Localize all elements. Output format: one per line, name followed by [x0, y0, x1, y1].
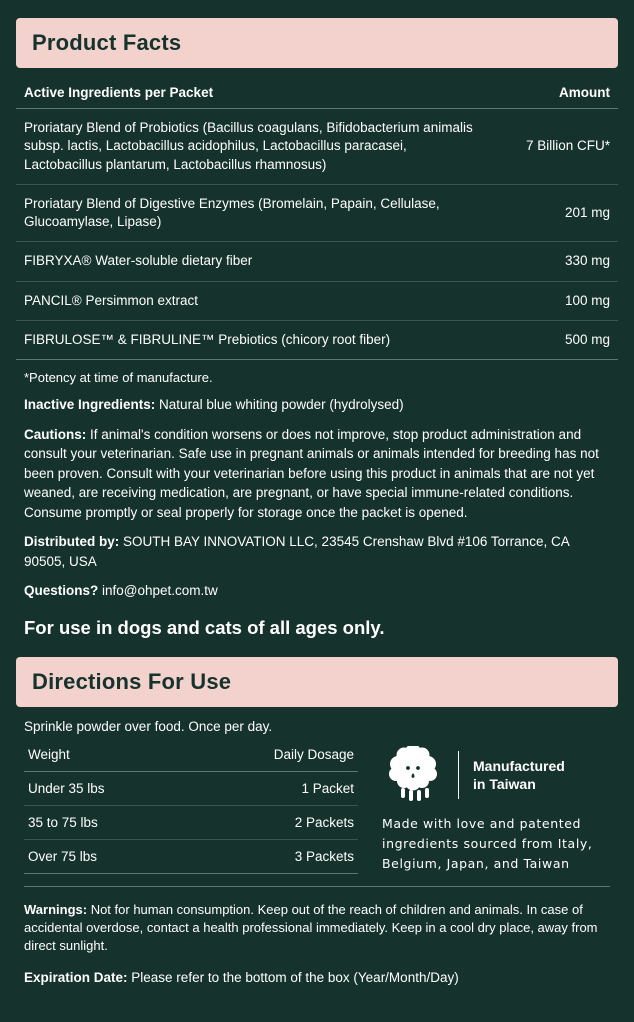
manufactured-row: [382, 746, 610, 804]
col-header-weight: Weight: [24, 738, 187, 772]
inactive-ingredients-paragraph: [16, 387, 618, 415]
questions-email: info@ohpet.com.tw: [98, 583, 218, 599]
table-head: [16, 74, 618, 109]
table-row: [16, 281, 618, 320]
product-facts-title: Product Facts: [32, 30, 182, 55]
made-with-love-text: Made with love and patented ingredients sourced from Italy, Belgium, Japan, and Taiwan: [382, 816, 593, 872]
cautions-label: Cautions:: [24, 426, 87, 442]
ingredient-name: FIBRYXA® Water-soluble dietary fiber: [24, 253, 253, 269]
dosage-table-body: [24, 772, 358, 874]
use-statement: For use in dogs and cats of all ages only.: [24, 617, 385, 639]
questions-label: Questions?: [24, 583, 99, 599]
warnings-label: Warnings:: [24, 902, 88, 918]
cautions-paragraph: [16, 415, 618, 523]
sheep-icon: [382, 746, 444, 804]
ingredient-name: Proriatary Blend of Digestive Enzymes (Bromelain, Papain, Cellulase, Glucoamylase, Lipase): [24, 195, 440, 230]
table-row: [24, 806, 358, 840]
col-header-amount: Amount: [492, 74, 618, 109]
inactive-ingredients-text: Natural blue whiting powder (hydrolysed): [155, 396, 404, 412]
col-header-ingredients: Active Ingredients per Packet: [16, 74, 492, 109]
distributed-by-paragraph: [16, 522, 618, 571]
table-body: [16, 109, 618, 360]
weight-value: 35 to 75 lbs: [24, 806, 187, 840]
manufacturing-block: [358, 738, 610, 874]
product-facts-banner: [16, 18, 618, 68]
vertical-divider: [458, 751, 459, 799]
dosage-header-row: [24, 738, 358, 772]
dosage-table-head: [24, 738, 358, 772]
expiration-text: Please refer to the bottom of the box (Year/Month/Day): [127, 969, 459, 985]
directions-title: Directions For Use: [32, 669, 232, 695]
expiration-label: Expiration Date:: [24, 969, 128, 985]
table-row: [24, 840, 358, 874]
manufactured-line-1: Manufactured: [473, 757, 565, 774]
ingredient-amount: 500 mg: [564, 331, 610, 347]
directions-banner: [16, 657, 618, 707]
ingredient-amount: 201 mg: [564, 204, 610, 220]
warnings-paragraph: [24, 886, 610, 956]
table-row: [16, 184, 618, 241]
dosage-section: [16, 738, 618, 874]
directions-note: Sprinkle powder over food. Once per day.: [24, 719, 273, 735]
manufactured-text: [473, 757, 565, 793]
weight-value: Under 35 lbs: [24, 772, 187, 806]
dosage-table: [24, 738, 358, 874]
dosage-value: 2 Packets: [187, 806, 358, 840]
weight-value: Over 75 lbs: [24, 840, 187, 874]
active-ingredients-table: [16, 74, 618, 360]
cautions-text: If animal's condition worsens or does not improve, stop product administration and consult your veterinarian. Safe use in pregnant animals or animals intended for breeding has not been proven. Consult with your veterinarian before using this product in animals that are not yet weaned, are receiving medication, are pregnant, or have special immune-related conditions. Consume promptly or seal properly for storage once the packet is opened.: [24, 426, 599, 520]
questions-paragraph: [16, 571, 618, 601]
expiration-paragraph: [16, 956, 618, 985]
table-row: [24, 772, 358, 806]
distributed-by-label: Distributed by:: [24, 534, 120, 550]
manufactured-line-2: in Taiwan: [473, 776, 536, 793]
inactive-ingredients-label: Inactive Ingredients:: [24, 396, 156, 412]
ingredient-name: Proriatary Blend of Probiotics (Bacillus coagulans, Bifidobacterium animalis subsp. lactis, Lactobacillus acidophilus, Lactobacillus paracasei, Lactobacillus plantarum, Lactobacillus rhamnosus): [24, 120, 473, 172]
ingredient-name: PANCIL® Persimmon extract: [24, 292, 198, 308]
warnings-text: Not for human consumption. Keep out of the reach of children and animals. In case of accidental overdose, contact a health professional immediately. Keep in a cool dry place, away from direct sunlight.: [24, 902, 598, 954]
ingredient-name: FIBRULOSE™ & FIBRULINE™ Prebiotics (chicory root fiber): [24, 331, 391, 347]
table-header-row: [16, 74, 618, 109]
dosage-value: 1 Packet: [187, 772, 358, 806]
table-row: [16, 242, 618, 281]
ingredient-amount: 7 Billion CFU*: [525, 138, 610, 154]
dosage-value: 3 Packets: [187, 840, 358, 874]
distributed-by-text: SOUTH BAY INNOVATION LLC, 23545 Crenshaw Blvd #106 Torrance, CA 90505, USA: [24, 534, 569, 569]
table-row: [16, 109, 618, 185]
col-header-dosage: Daily Dosage: [187, 738, 358, 772]
ingredient-amount: 330 mg: [564, 253, 610, 269]
table-row: [16, 320, 618, 359]
ingredient-amount: 100 mg: [564, 292, 610, 308]
potency-footnote: *Potency at time of manufacture.: [24, 369, 213, 385]
